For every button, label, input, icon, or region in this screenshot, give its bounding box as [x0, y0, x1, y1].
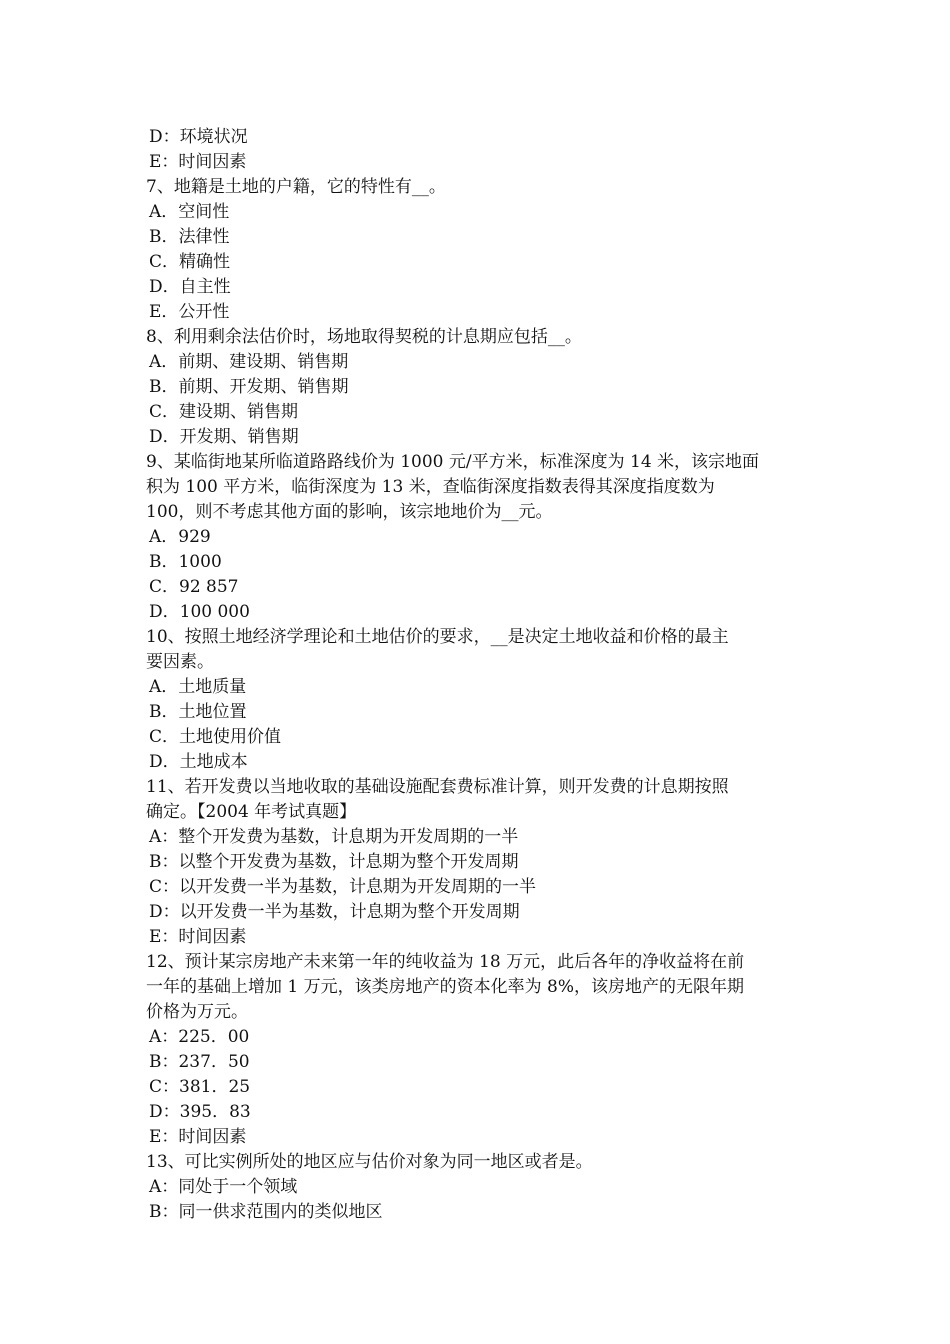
answer-option: D．土地成本	[149, 752, 248, 772]
answer-option: C．建设期、销售期	[149, 402, 299, 422]
question-text: 一年的基础上增加 1 万元，该类房地产的资本化率为 8%，该房地产的无限年期	[146, 977, 744, 997]
answer-option: B．法律性	[149, 227, 230, 247]
document-body	[146, 125, 810, 1225]
answer-option: E：时间因素	[149, 927, 247, 947]
answer-option: A：同处于一个领域	[149, 1177, 298, 1197]
question-text: 13、可比实例所处的地区应与估价对象为同一地区或者是。	[146, 1152, 593, 1172]
answer-option: E：时间因素	[149, 152, 247, 172]
question-text: 100，则不考虑其他方面的影响，该宗地地价为__元。	[146, 502, 553, 522]
answer-option: D：395．83	[149, 1102, 251, 1122]
answer-option: C：以开发费一半为基数，计息期为开发周期的一半	[149, 877, 537, 897]
question-text: 8、利用剩余法估价时，场地取得契税的计息期应包括__。	[146, 327, 582, 347]
answer-option: B：237．50	[149, 1052, 250, 1072]
answer-option: D：环境状况	[149, 127, 248, 147]
answer-option: A．土地质量	[149, 677, 247, 697]
question-text: 11、若开发费以当地收取的基础设施配套费标准计算，则开发费的计息期按照	[146, 777, 729, 797]
answer-option: E．公开性	[149, 302, 230, 322]
answer-option: A．前期、建设期、销售期	[149, 352, 349, 372]
question-text: 12、预计某宗房地产未来第一年的纯收益为 18 万元，此后各年的净收益将在前	[146, 952, 745, 972]
answer-option: B：同一供求范围内的类似地区	[149, 1202, 383, 1222]
answer-option: B．1000	[149, 552, 222, 572]
question-text: 10、按照土地经济学理论和土地估价的要求，__是决定土地收益和价格的最主	[146, 627, 729, 647]
question-text: 价格为万元。	[146, 1002, 248, 1022]
answer-option: C．精确性	[149, 252, 231, 272]
question-text: 确定。【2004 年考试真题】	[146, 802, 357, 822]
answer-option: A：225．00	[149, 1027, 250, 1047]
answer-option: D：以开发费一半为基数，计息期为整个开发周期	[149, 902, 520, 922]
answer-option: A．929	[149, 527, 211, 547]
answer-option: C：381．25	[149, 1077, 251, 1097]
answer-option: A．空间性	[149, 202, 230, 222]
answer-option: E：时间因素	[149, 1127, 247, 1147]
answer-option: C．92 857	[149, 577, 239, 597]
question-text: 积为 100 平方米，临街深度为 13 米，查临街深度指数表得其深度指度数为	[146, 477, 715, 497]
answer-option: B：以整个开发费为基数，计息期为整个开发周期	[149, 852, 519, 872]
answer-option: A：整个开发费为基数，计息期为开发周期的一半	[149, 827, 519, 847]
answer-option: C．土地使用价值	[149, 727, 282, 747]
answer-option: B．土地位置	[149, 702, 247, 722]
question-text: 9、某临街地某所临道路路线价为 1000 元/平方米，标准深度为 14 米，该宗地面	[146, 452, 760, 472]
answer-option: D．开发期、销售期	[149, 427, 299, 447]
answer-option: B．前期、开发期、销售期	[149, 377, 349, 397]
answer-option: D．自主性	[149, 277, 231, 297]
question-text: 要因素。	[146, 652, 214, 672]
question-text: 7、地籍是土地的户籍，它的特性有__。	[146, 177, 446, 197]
answer-option: D．100 000	[149, 602, 250, 622]
